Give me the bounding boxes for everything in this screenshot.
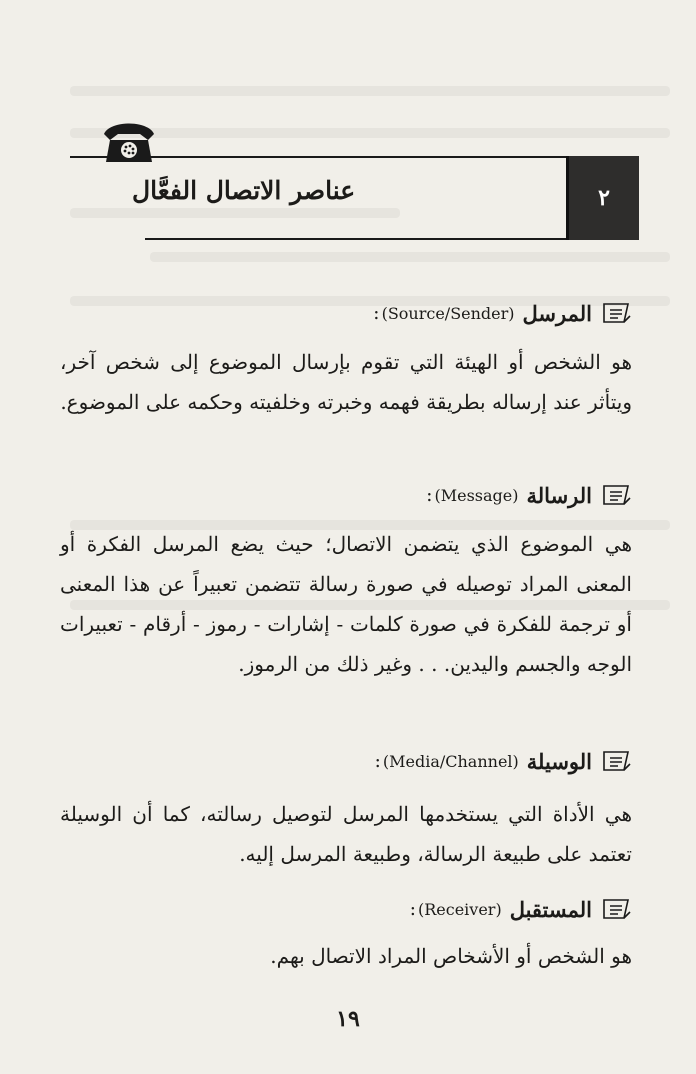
section-title: الرسالة (526, 482, 592, 508)
section-title: الوسيلة (526, 748, 592, 774)
section-title-english: (Media/Channel) (382, 751, 519, 771)
section-title-english: (Source/Sender) (381, 303, 515, 323)
section-colon: : (409, 898, 416, 920)
section-colon: : (426, 484, 433, 506)
section-title-english: (Receiver) (417, 899, 502, 919)
section-title-english: (Message) (434, 485, 519, 505)
telephone-icon (96, 112, 162, 172)
page-number: ١٩ (336, 1006, 360, 1032)
note-icon (602, 750, 632, 772)
bleed-through (150, 252, 670, 262)
section-title: المستقبل (509, 896, 592, 922)
chapter-title: عناصر الاتصال الفعَّال (132, 176, 356, 205)
section-heading-message (72, 478, 632, 512)
chapter-number: ٢ (598, 185, 610, 211)
section-heading-receiver (72, 892, 632, 926)
section-title: المرسل (522, 300, 592, 326)
bleed-through (70, 208, 400, 218)
section-body-receiver: هو الشخص أو الأشخاص المراد الاتصال بهم. (270, 944, 632, 968)
chapter-number-box (566, 156, 639, 240)
bleed-through (70, 86, 670, 96)
section-heading-sender (72, 296, 632, 330)
section-body-message: هي الموضوع الذي يتضمن الاتصال؛ حيث يضع المرسل الفكرة أو المعنى المراد توصيله في صورة رسالة تتضمن تعبيراً عن هذا المعنى أو ترجمة للفكرة في صورة كلمات - إشارات - رموز - أرقام - تعبيرات الوجه والجسم واليدين. . . وغير ذلك من الرموز. (60, 532, 632, 676)
section-heading-media (72, 744, 632, 778)
header-rule-bottom (145, 238, 636, 240)
note-icon (602, 898, 632, 920)
section-body-sender: هو الشخص أو الهيئة التي تقوم بإرسال الموضوع إلى شخص آخر، ويتأثر عند إرساله بطريقة فهمه وخبرته وخلفيته وحكمه على الموضوع. (60, 350, 632, 414)
note-icon (602, 484, 632, 506)
section-body-media: هي الأداة التي يستخدمها المرسل لتوصيل رسالته، كما أن الوسيلة تعتمد على طبيعة الرسالة، وطبيعة المرسل إليه. (60, 802, 632, 866)
section-colon: : (373, 302, 380, 324)
note-icon (602, 302, 632, 324)
section-colon: : (374, 750, 381, 772)
